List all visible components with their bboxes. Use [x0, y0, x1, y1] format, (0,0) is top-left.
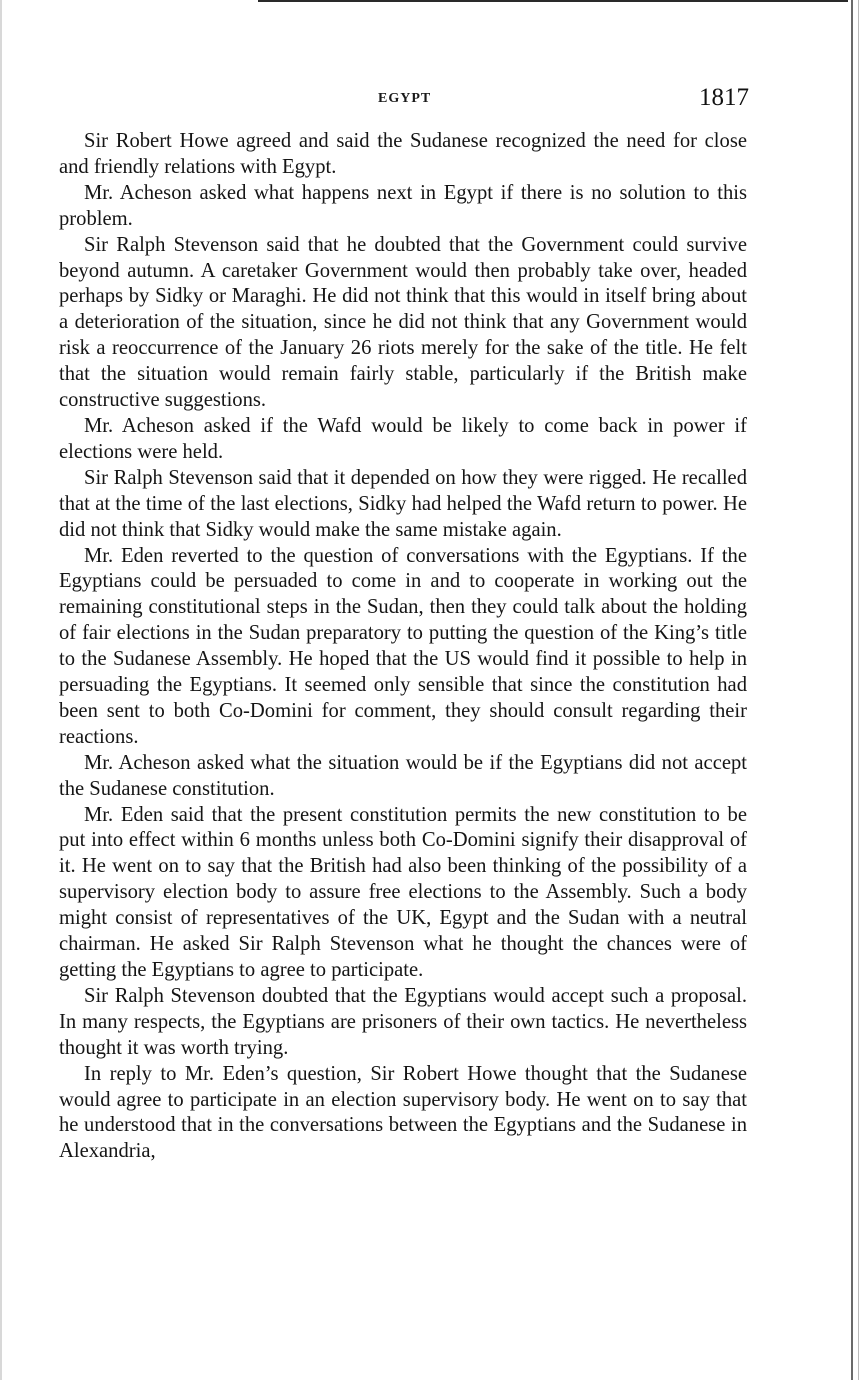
- paragraph: Mr. Eden said that the present constitution permits the new constitution to be put into effect within 6 months unless both Co-Domini signify their disapproval of it. He went on to say that the British had also been thinking of the possibility of a supervisory election body to assure free elections to the Assembly. Such a body might consist of representatives of the UK, Egypt and the Sudan with a neutral chairman. He asked Sir Ralph Stevenson what he thought the chances were of getting the Egyptians to agree to participate.: [59, 803, 747, 981]
- paragraph: Sir Ralph Stevenson said that it depended on how they were rigged. He recalled that at the time of the last elections, Sidky had helped the Wafd return to power. He did not think that Sidky would make the same mistake again.: [59, 466, 747, 541]
- paragraph: Sir Robert Howe agreed and said the Sudanese recognized the need for close and friendly relations with Egypt.: [59, 130, 747, 178]
- running-head: EGYPT: [378, 91, 432, 106]
- paragraph: Mr. Acheson asked if the Wafd would be likely to come back in power if elections were held.: [59, 414, 747, 463]
- paragraph: Sir Ralph Stevenson doubted that the Egyptians would accept such a proposal. In many respects, the Egyptians are prisoners of their own tactics. He nevertheless thought it was worth trying.: [59, 984, 747, 1059]
- top-rule: [258, 0, 848, 2]
- paragraph: Sir Ralph Stevenson said that he doubted that the Government could survive beyond autumn. A caretaker Government would then probably take over, headed perhaps by Sidky or Maraghi. He did not think that this would in itself bring about a deterioration of the situation, since he did not think that any Government would risk a reoccurrence of the January 26 riots merely for the sake of the title. He felt that the situation would remain fairly stable, particularly if the British make constructive suggestions.: [59, 233, 747, 412]
- paragraph: Mr. Acheson asked what the situation would be if the Egyptians did not accept the Sudanese constitution.: [59, 751, 747, 800]
- left-page-edge: [0, 0, 2, 1380]
- paragraph: In reply to Mr. Eden’s question, Sir Robert Howe thought that the Sudanese would agree to participate in an election supervisory body. He went on to say that he understood that in the conversations between the Egyptians and the Sudanese in Alexandria,: [59, 1062, 747, 1163]
- right-page-edge-outer: [858, 0, 859, 1380]
- body-text: [59, 129, 747, 1165]
- page-number: 1817: [699, 84, 749, 111]
- right-page-edge: [851, 0, 853, 1380]
- paragraph: Mr. Acheson asked what happens next in Egypt if there is no solution to this problem.: [59, 181, 747, 230]
- paragraph: Mr. Eden reverted to the question of conversations with the Egyptians. If the Egyptians could be persuaded to come in and to cooperate in working out the remaining constitutional steps in the Sudan, then they could talk about the holding of fair elections in the Sudan preparatory to putting the question of the King’s title to the Sudanese Assembly. He hoped that the US would find it possible to help in persuading the Egyptians. It seemed only sensible that since the constitution had been sent to both Co-Domini for comment, they should consult regarding their reactions.: [59, 544, 747, 748]
